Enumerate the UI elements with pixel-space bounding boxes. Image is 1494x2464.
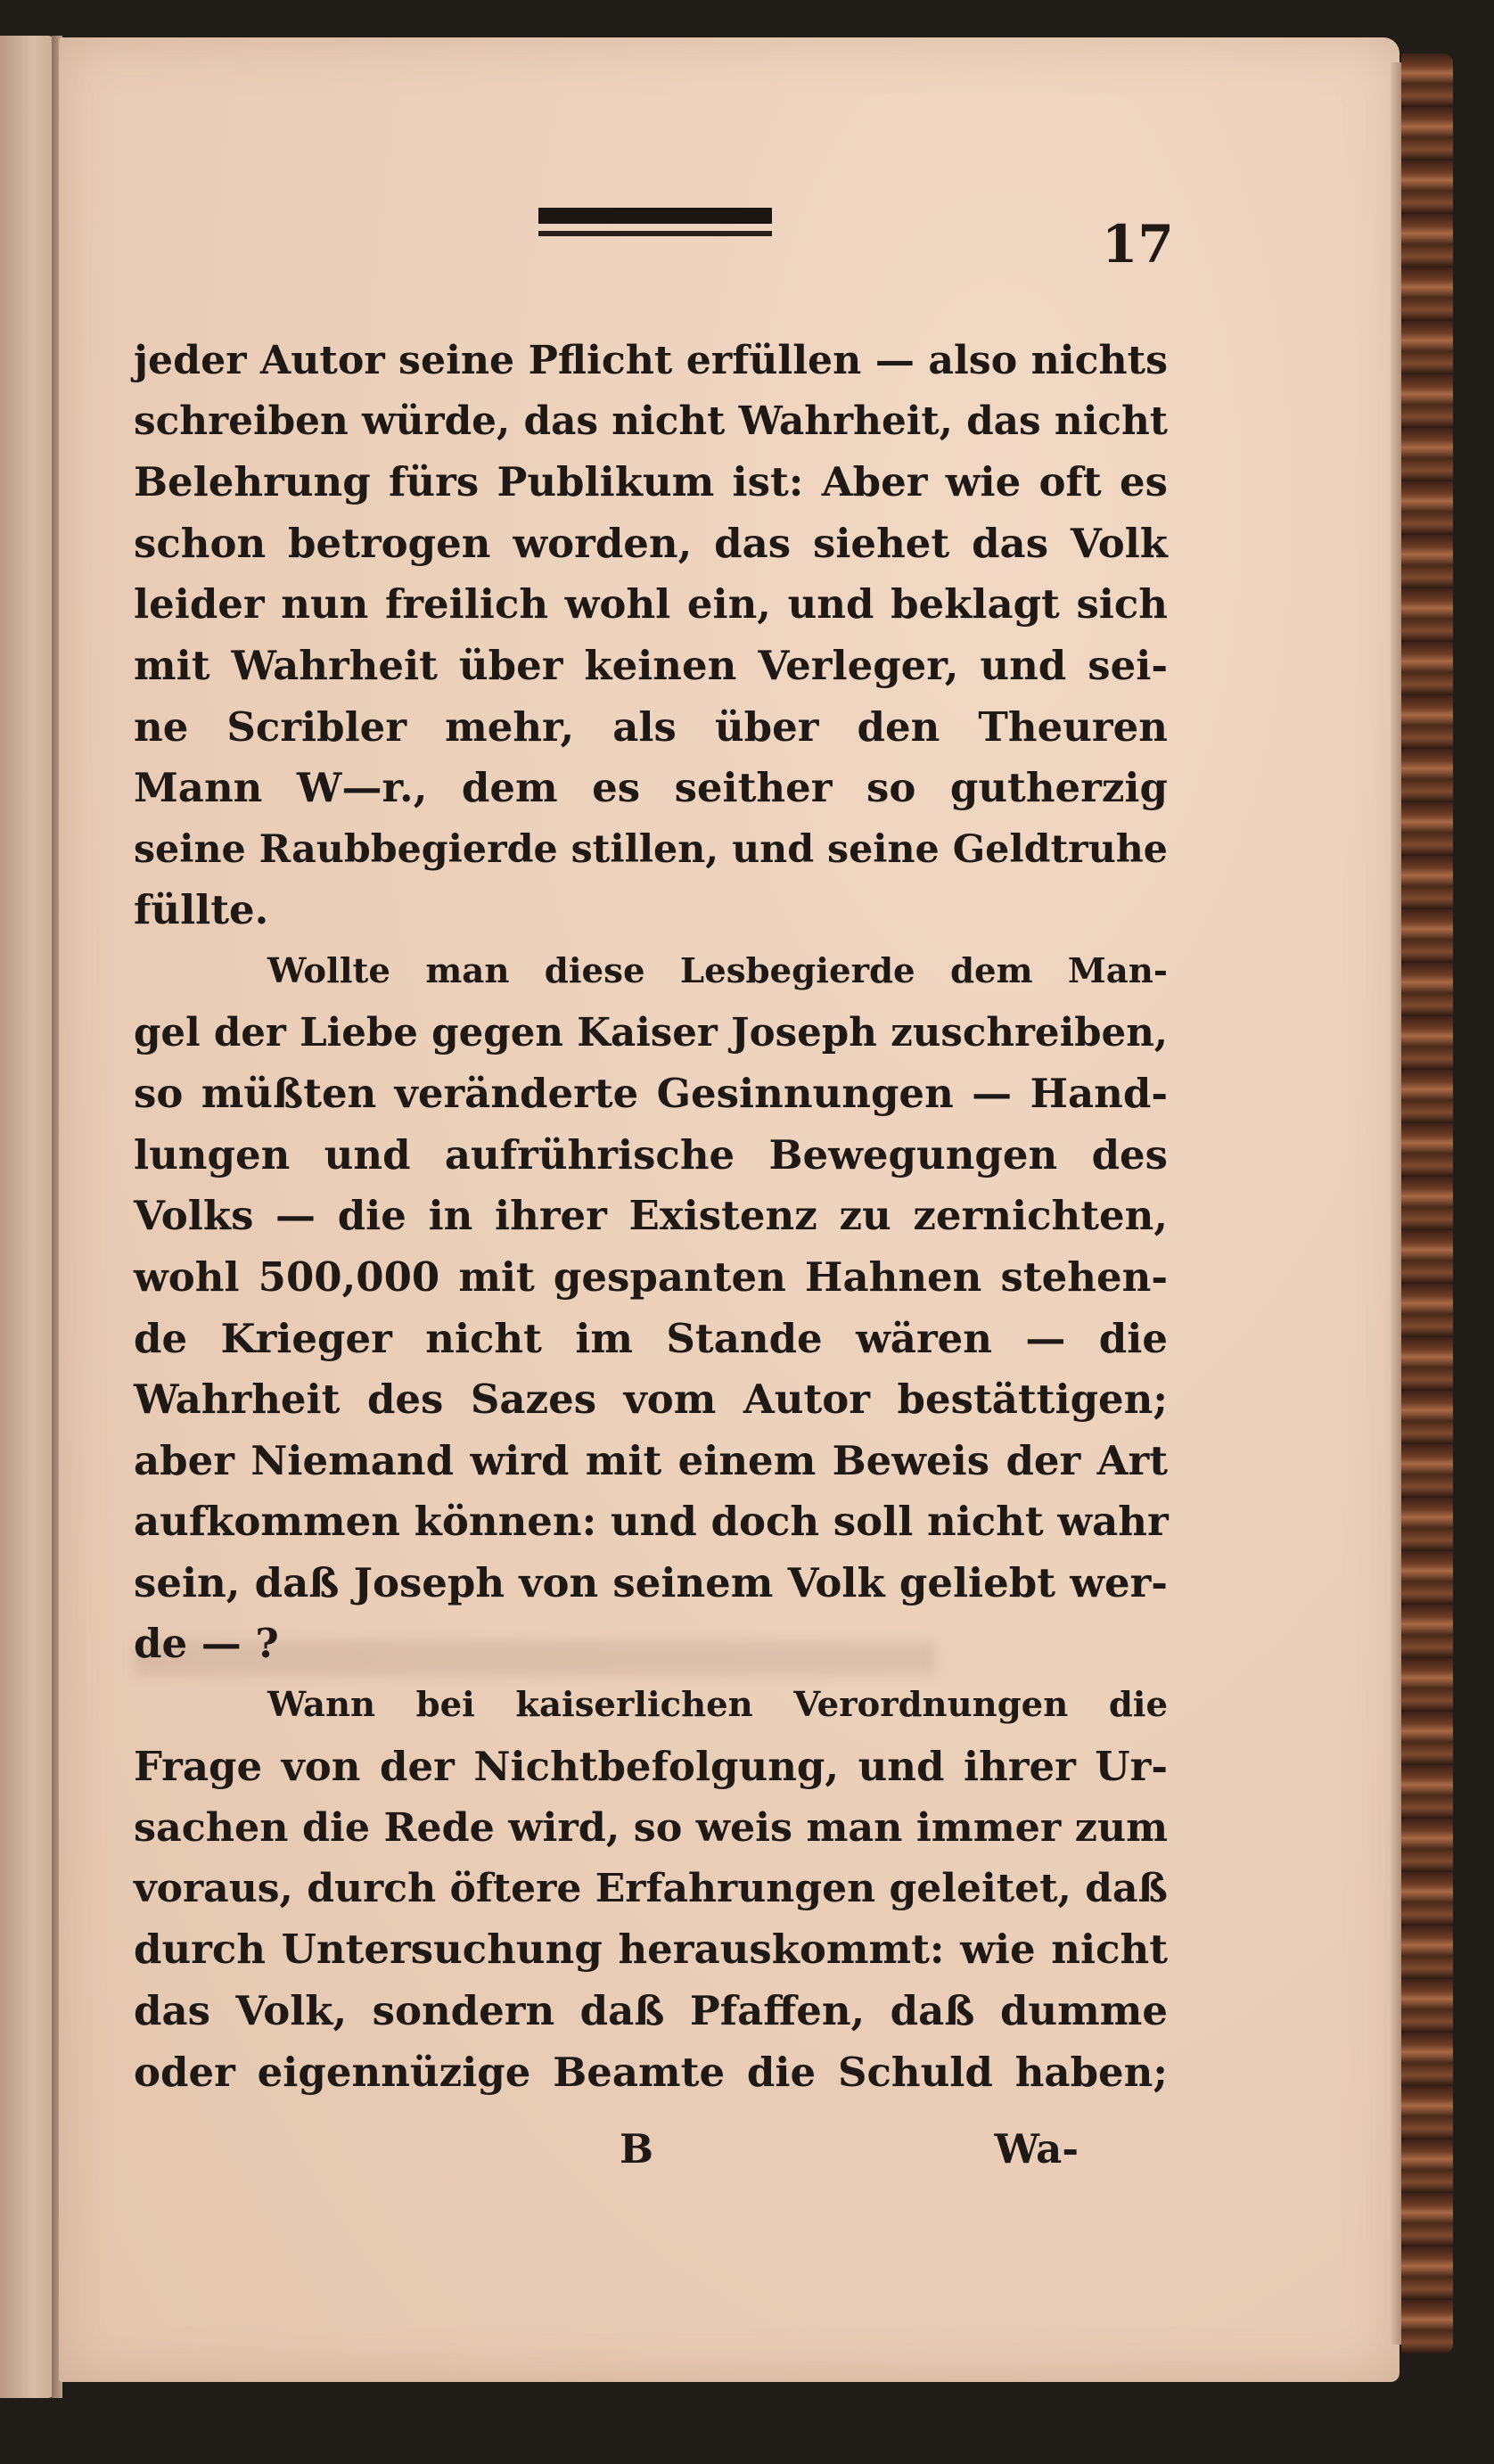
header-rule-thin — [538, 231, 772, 236]
text-line: Wahrheit des Sazes vom Autor bestättigen; — [134, 1376, 1168, 1424]
facing-page-edge — [0, 36, 55, 2398]
text-line: Volks — die in ihrer Existenz zu zernichten, — [134, 1192, 1168, 1240]
text-line: Belehrung fürs Publikum ist: Aber wie oft es — [134, 458, 1168, 506]
text-line: Frage von der Nichtbefolgung, und ihrer Ur- — [134, 1742, 1168, 1790]
text-line: aber Niemand wird mit einem Beweis der Art — [134, 1436, 1168, 1484]
text-line: seine Raubbegierde stillen, und seine Geldtruhe — [134, 826, 1168, 872]
text-line: voraus, durch öftere Erfahrungen geleitet, daß — [134, 1865, 1168, 1911]
marbled-cover-edge — [1401, 53, 1453, 2353]
header-rule — [538, 208, 772, 242]
text-line: aufkommen können: und doch soll nicht wahr — [134, 1498, 1169, 1546]
text-line: jeder Autor seine Pflicht erfüllen — also nichts — [134, 337, 1169, 383]
text-line: de — ? — [134, 1620, 279, 1668]
text-line: gel der Liebe gegen Kaiser Joseph zuschreiben, — [134, 1009, 1168, 1055]
text-line: oder eigennüzige Beamte die Schuld haben; — [134, 2048, 1168, 2096]
text-line: de Krieger nicht im Stande wären — die — [134, 1314, 1168, 1362]
text-line: Wollte man diese Lesbegierde dem Man- — [267, 950, 1168, 991]
text-line: lungen und aufrührische Bewegungen des — [134, 1130, 1168, 1179]
catchword: Wa- — [994, 2125, 1079, 2172]
text-line: sachen die Rede wird, so weis man immer zum — [134, 1804, 1169, 1852]
text-line: schon betrogen worden, das siehet das Volk — [134, 519, 1168, 567]
text-line: Wann bei kaiserlichen Verordnungen die — [267, 1685, 1168, 1726]
body-text — [134, 330, 1168, 2103]
text-line: mit Wahrheit über keinen Verleger, und sei- — [134, 641, 1168, 689]
text-line: leider nun freilich wohl ein, und beklagt sich — [134, 580, 1168, 628]
footer-row — [134, 2125, 1079, 2188]
text-line: sein, daß Joseph von seinem Volk geliebt wer- — [134, 1558, 1168, 1606]
text-line: durch Untersuchung herauskommt: wie nicht — [134, 1926, 1168, 1974]
text-line: das Volk, sondern daß Pfaffen, daß dumme — [134, 1987, 1168, 2035]
text-line: füllte. — [134, 886, 269, 934]
text-line: wohl 500,000 mit gespanten Hahnen stehen- — [134, 1253, 1168, 1301]
text-line: schreiben würde, das nicht Wahrheit, das nicht — [134, 398, 1168, 444]
signature-mark: B — [620, 2125, 654, 2172]
text-line: ne Scribler mehr, als über den Theuren — [134, 702, 1168, 751]
header-rule-thick — [538, 208, 772, 224]
text-line: so müßten veränderte Gesinnungen — Hand- — [134, 1070, 1168, 1118]
page-number: 17 — [1102, 214, 1174, 275]
text-line: Mann W—r., dem es seither so gutherzig — [134, 764, 1168, 812]
